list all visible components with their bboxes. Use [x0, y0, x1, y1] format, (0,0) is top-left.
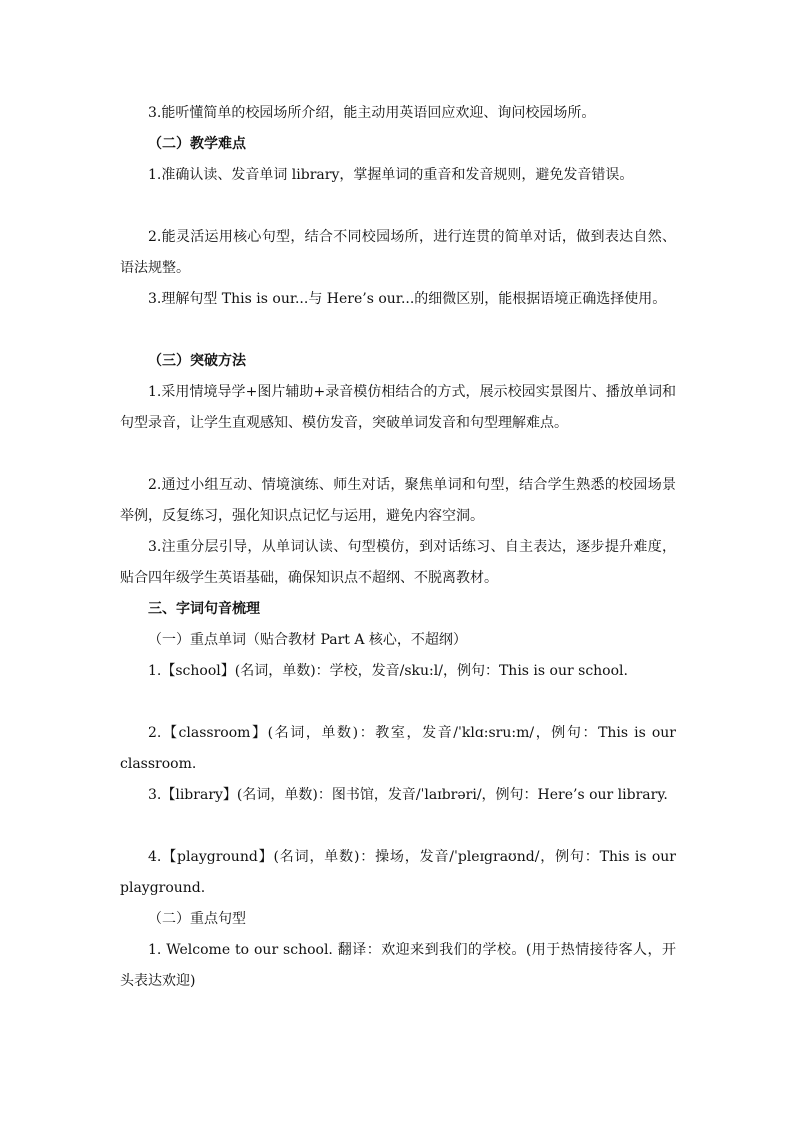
heading-teaching-difficulties: （二）教学难点 — [148, 136, 246, 152]
heading-vocabulary-review: 三、字词句音梳理 — [148, 601, 260, 617]
paragraph-method-3: 3.注重分层引导，从单词认读、句型模仿，到对话练习、自主表达，逐步提升难度，贴合四年级学生英语基础，确保知识点不超纲、不脱离教材。 — [120, 539, 676, 586]
word-classroom: 2.【classroom】(名词，单数)：教室，发音/ˈklɑ:sru:m/，例句：This is our classroom. — [120, 725, 676, 772]
paragraph-difficulty-1: 1.准确认读、发音单词 library，掌握单词的重音和发音规则，避免发音错误。 — [148, 167, 634, 183]
paragraph-difficulty-3: 3.理解句型 This is our...与 Here’s our...的细微区别，能根据语境正确选择使用。 — [148, 291, 667, 307]
heading-breakthrough-methods: （三）突破方法 — [148, 353, 246, 369]
word-school: 1.【school】(名词，单数)：学校，发音/sku:l/，例句：This is our school. — [148, 663, 628, 679]
paragraph-listening-goal: 3.能听懂简单的校园场所介绍，能主动用英语回应欢迎、询问校园场所。 — [148, 105, 596, 121]
paragraph-method-1: 1.采用情境导学+图片辅助+录音模仿相结合的方式，展示校园实景图片、播放单词和句型录音，让学生直观感知、模仿发音，突破单词发音和句型理解难点。 — [120, 384, 676, 431]
paragraph-method-2: 2.通过小组互动、情境演练、师生对话，聚焦单词和句型，结合学生熟悉的校园场景举例，反复练习，强化知识点记忆与运用，避免内容空洞。 — [120, 477, 676, 524]
heading-key-sentences: （二）重点句型 — [148, 911, 246, 927]
sentence-welcome: 1. Welcome to our school. 翻译：欢迎来到我们的学校。(用于热情接待客人，开头表达欢迎) — [120, 942, 676, 989]
heading-key-words: （一）重点单词（贴合教材 Part A 核心，不超纲） — [148, 632, 467, 648]
paragraph-difficulty-2: 2.能灵活运用核心句型，结合不同校园场所，进行连贯的简单对话，做到表达自然、语法规整。 — [120, 229, 676, 276]
word-library: 3.【library】(名词，单数)：图书馆，发音/ˈlaɪbrəri/，例句：Here’s our library. — [148, 787, 668, 803]
word-playground: 4.【playground】(名词，单数)：操场，发音/ˈpleɪgraʊnd/，例句：This is our playground. — [120, 849, 676, 896]
